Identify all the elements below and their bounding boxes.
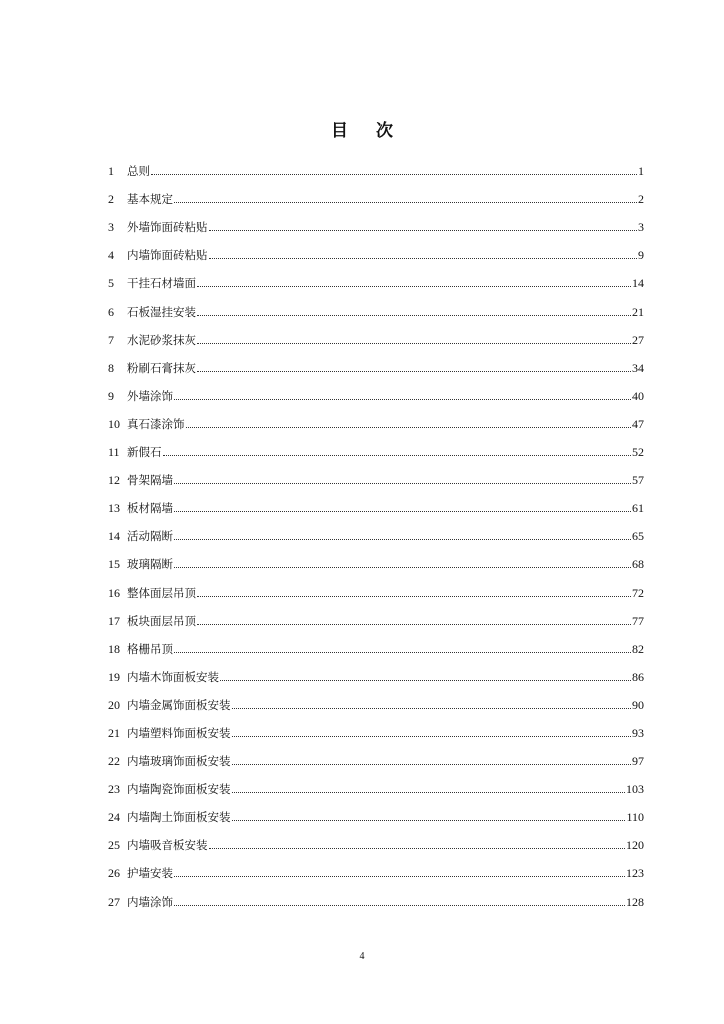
toc-entry-page: 72 — [632, 585, 644, 600]
toc-entry-label: 活动隔断 — [127, 529, 173, 544]
toc-dot-leader — [220, 679, 631, 681]
toc-entry-label: 真石漆涂饰 — [127, 416, 185, 431]
toc-entry-label: 整体面层吊顶 — [127, 585, 196, 600]
toc-entry-page: 3 — [638, 220, 644, 235]
toc-entry-number: 7 — [108, 332, 114, 347]
toc-dot-leader — [174, 904, 625, 906]
toc-entry[interactable] — [108, 824, 644, 852]
toc-entry-page: 103 — [626, 782, 644, 797]
toc-entry[interactable] — [108, 262, 644, 290]
toc-dot-leader — [174, 398, 631, 400]
toc-entry-page: 34 — [632, 360, 644, 375]
toc-entry-number: 13 — [108, 501, 120, 516]
toc-entry-number: 12 — [108, 473, 120, 488]
toc-entry-page: 128 — [626, 894, 644, 909]
toc-entry-page: 123 — [626, 866, 644, 881]
toc-dot-leader — [209, 229, 638, 231]
toc-entry[interactable] — [108, 852, 644, 880]
toc-entry-page: 110 — [626, 810, 644, 825]
toc-entry[interactable] — [108, 684, 644, 712]
toc-entry-page: 40 — [632, 388, 644, 403]
toc-entry[interactable] — [108, 628, 644, 656]
toc-entry-page: 52 — [632, 445, 644, 460]
toc-entry[interactable] — [108, 600, 644, 628]
toc-entry-number: 9 — [108, 388, 114, 403]
toc-entry-page: 2 — [638, 192, 644, 207]
toc-entry-number: 23 — [108, 782, 120, 797]
toc-entry-label: 板材隔墙 — [127, 501, 173, 516]
page-number: 4 — [359, 951, 365, 962]
toc-entry-page: 77 — [632, 613, 644, 628]
toc-entry-number: 19 — [108, 669, 120, 684]
toc-entry-number: 2 — [108, 192, 114, 207]
toc-dot-leader — [209, 847, 626, 849]
toc-dot-leader — [174, 875, 625, 877]
toc-entry-label: 内墙陶土饰面板安装 — [127, 810, 231, 825]
toc-entry-page: 65 — [632, 529, 644, 544]
toc-entry-number: 22 — [108, 754, 120, 769]
toc-entry-number: 11 — [108, 445, 120, 460]
toc-entry-page: 47 — [632, 416, 644, 431]
toc-dot-leader — [232, 819, 626, 821]
toc-entry-label: 内墙陶瓷饰面板安装 — [127, 782, 231, 797]
toc-entry-label: 内墙饰面砖粘贴 — [127, 248, 208, 263]
toc-entry-label: 板块面层吊顶 — [127, 613, 196, 628]
toc-entry-page: 27 — [632, 332, 644, 347]
toc-entry-page: 57 — [632, 473, 644, 488]
toc-entry-page: 90 — [632, 697, 644, 712]
toc-entry-label: 护墙安装 — [127, 866, 173, 881]
toc-dot-leader — [197, 342, 631, 344]
toc-entry[interactable] — [108, 515, 644, 543]
toc-entry-page: 82 — [632, 641, 644, 656]
toc-title: 目次 — [331, 121, 421, 141]
toc-entry[interactable] — [108, 740, 644, 768]
toc-entry-label: 内墙吸音板安装 — [127, 838, 208, 853]
toc-entry-number: 4 — [108, 248, 114, 263]
toc-entry-number: 26 — [108, 866, 120, 881]
toc-dot-leader — [163, 454, 632, 456]
toc-entry[interactable] — [108, 178, 644, 206]
toc-entry-number: 1 — [108, 164, 114, 179]
toc-entry-label: 水泥砂浆抹灰 — [127, 332, 196, 347]
toc-dot-leader — [174, 651, 631, 653]
toc-entry-label: 内墙金属饰面板安装 — [127, 697, 231, 712]
toc-dot-leader — [151, 173, 637, 175]
toc-entry-page: 93 — [632, 725, 644, 740]
toc-entry-number: 5 — [108, 276, 114, 291]
table-of-contents — [108, 150, 644, 909]
toc-entry-number: 3 — [108, 220, 114, 235]
toc-entry[interactable] — [108, 347, 644, 375]
toc-dot-leader — [232, 735, 632, 737]
toc-dot-leader — [232, 791, 626, 793]
toc-entry-number: 15 — [108, 557, 120, 572]
toc-entry[interactable] — [108, 290, 644, 318]
toc-entry-label: 石板湿挂安装 — [127, 304, 196, 319]
toc-entry[interactable] — [108, 403, 644, 431]
toc-dot-leader — [186, 426, 632, 428]
toc-entry-label: 骨架隔墙 — [127, 473, 173, 488]
toc-entry-label: 粉刷石膏抹灰 — [127, 360, 196, 375]
toc-entry-number: 10 — [108, 416, 120, 431]
toc-entry-label: 格栅吊顶 — [127, 641, 173, 656]
toc-entry-page: 21 — [632, 304, 644, 319]
toc-entry-page: 86 — [632, 669, 644, 684]
toc-entry[interactable] — [108, 431, 644, 459]
toc-entry[interactable] — [108, 543, 644, 571]
toc-dot-leader — [197, 623, 631, 625]
toc-entry-page: 120 — [626, 838, 644, 853]
toc-entry[interactable] — [108, 319, 644, 347]
toc-entry[interactable] — [108, 880, 644, 908]
toc-entry[interactable] — [108, 712, 644, 740]
toc-entry-number: 25 — [108, 838, 120, 853]
toc-entry-number: 14 — [108, 529, 120, 544]
toc-dot-leader — [232, 707, 632, 709]
toc-entry-number: 17 — [108, 613, 120, 628]
toc-entry[interactable] — [108, 459, 644, 487]
toc-entry-number: 8 — [108, 360, 114, 375]
toc-entry-label: 玻璃隔断 — [127, 557, 173, 572]
toc-entry-label: 外墙饰面砖粘贴 — [127, 220, 208, 235]
toc-entry-label: 内墙玻璃饰面板安装 — [127, 754, 231, 769]
toc-entry[interactable] — [108, 206, 644, 234]
toc-dot-leader — [174, 482, 631, 484]
toc-entry-number: 18 — [108, 641, 120, 656]
toc-entry-number: 27 — [108, 894, 120, 909]
toc-entry-page: 68 — [632, 557, 644, 572]
toc-entry-number: 6 — [108, 304, 114, 319]
toc-entry-number: 24 — [108, 810, 120, 825]
toc-entry-page: 97 — [632, 754, 644, 769]
toc-entry-label: 内墙塑料饰面板安装 — [127, 725, 231, 740]
toc-entry[interactable] — [108, 375, 644, 403]
toc-dot-leader — [174, 510, 631, 512]
toc-entry-label: 新假石 — [127, 445, 162, 460]
toc-entry[interactable] — [108, 796, 644, 824]
toc-dot-leader — [209, 257, 638, 259]
toc-entry-label: 内墙涂饰 — [127, 894, 173, 909]
toc-dot-leader — [197, 370, 631, 372]
toc-entry[interactable] — [108, 234, 644, 262]
toc-dot-leader — [197, 285, 631, 287]
toc-entry[interactable] — [108, 487, 644, 515]
toc-entry[interactable] — [108, 768, 644, 796]
toc-entry[interactable] — [108, 150, 644, 178]
toc-dot-leader — [174, 538, 631, 540]
toc-entry[interactable] — [108, 656, 644, 684]
toc-dot-leader — [197, 314, 631, 316]
toc-entry-label: 总则 — [127, 164, 150, 179]
toc-dot-leader — [197, 595, 631, 597]
toc-dot-leader — [232, 763, 632, 765]
toc-entry-number: 16 — [108, 585, 120, 600]
toc-entry[interactable] — [108, 571, 644, 599]
toc-entry-label: 外墙涂饰 — [127, 388, 173, 403]
toc-entry-label: 基本规定 — [127, 192, 173, 207]
toc-dot-leader — [174, 201, 637, 203]
toc-entry-label: 内墙木饰面板安装 — [127, 669, 219, 684]
toc-entry-number: 21 — [108, 725, 120, 740]
toc-entry-page: 9 — [638, 248, 644, 263]
toc-entry-page: 1 — [638, 164, 644, 179]
toc-entry-label: 干挂石材墙面 — [127, 276, 196, 291]
toc-dot-leader — [174, 566, 631, 568]
toc-entry-page: 14 — [632, 276, 644, 291]
toc-entry-number: 20 — [108, 697, 120, 712]
toc-entry-page: 61 — [632, 501, 644, 516]
